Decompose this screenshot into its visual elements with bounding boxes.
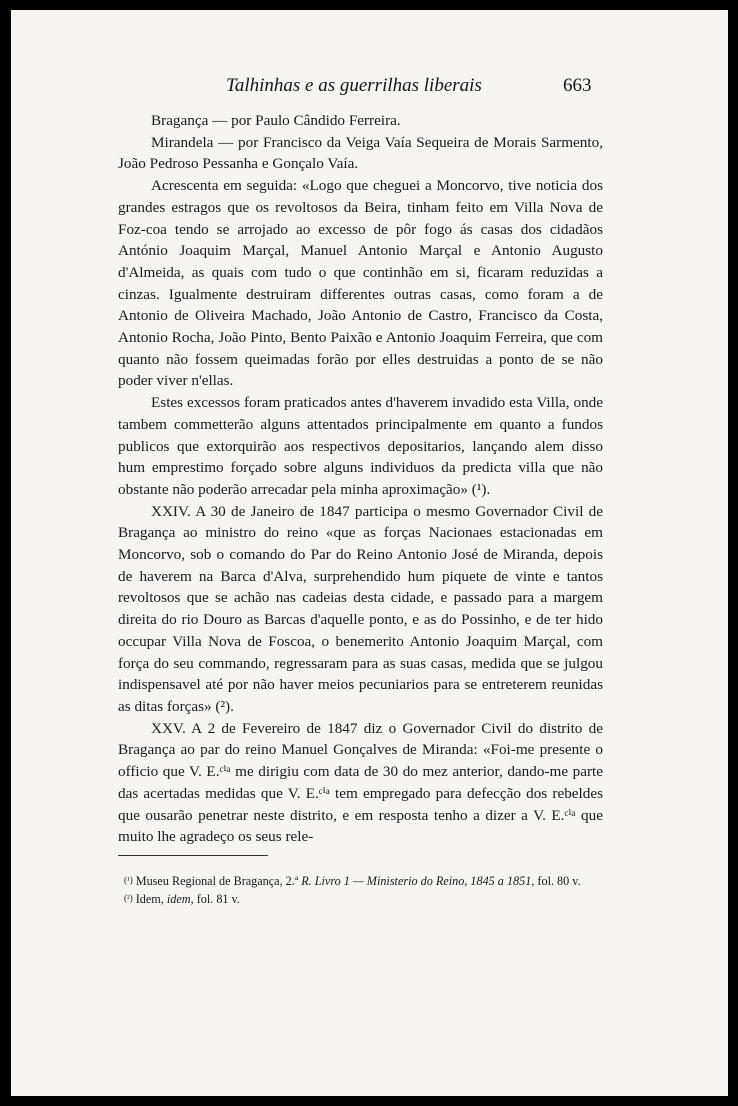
book-page <box>11 10 728 1096</box>
page-header <box>11 75 728 105</box>
footnote-divider <box>118 855 268 856</box>
footnote-source-italic: idem, <box>166 892 194 906</box>
footnote-1 <box>118 872 603 890</box>
paragraph-acrescenta: Acrescenta em seguida: «Logo que cheguei a Moncorvo, tive noticia dos grandes estragos que os revoltosos da Beira, tinham feito em Villa Nova de Foz-coa tendo se arrojado ao excesso de pôr fogo ás casas dos cidadãos António Joaquim Marçal, Manuel Antonio Marçal e Antonio Augusto d'Almeida, as quais com tudo o que continhão em si, ficaram reduzidas a cinzas. Igualmente destruiram differentes outras casas, como foram a de Antonio de Oliveira Machado, João Antonio de Castro, Francisco da Costa, Antonio Rocha, João Pinto, Bento Paixão e Antonio Joaquim Ferreira, que com quanto não fossem queimadas forão por elles destruidas a ponto de se não poder viver n'ellas. <box>118 177 603 390</box>
paragraph-mirandela: Mirandela — por Francisco da Veiga Vaía Sequeira de Morais Sarmento, João Pedroso Pessanha e Gonçalo Vaía. <box>118 133 603 173</box>
paragraph-xxiv: XXIV. A 30 de Janeiro de 1847 participa o mesmo Governador Civil de Bragança ao ministro do reino «que as forças Nacionaes estacionadas em Moncorvo, sob o comando do Par do Reino Antonio José de Miranda, depois de haverem na Barca d'Alva, surprehendido hum piquete de vinte e tantos revoltosos que se achão nas cadeias desta cidade, e passado para a margem direita do rio Douro as Barcas d'aquelle ponto, e as do Possinho, e de ter hido occupar Villa Nova de Foscoa, o benemerito Antonio Joaquim Marçal, com força do seu commando, regressaram para as suas casas, medida que se julgou indispensavel até por não haver meios pecuniarios para se entreterem reunidas as ditas forças» (²). <box>118 502 603 715</box>
paragraph-xxv: XXV. A 2 de Fevereiro de 1847 diz o Governador Civil do distrito de Bragança ao par do reino Manuel Gonçalves de Miranda: «Foi-me presente o officio que V. E.ᶜⁱᵃ me dirigiu com data de 30 do mez anterior, dando-me parte das acertadas medidas que V. E.ᶜⁱᵃ tem empregado para defecção dos rebeldes que ousarão penetrar neste distrito, e em resposta tenho a dizer a V. E.ᶜⁱᵃ que muito lhe agradeço os seus rele- <box>118 719 603 846</box>
footnote-2 <box>118 890 603 908</box>
page-number: 663 <box>563 75 592 96</box>
footnote-marker: (²) <box>124 893 133 903</box>
footnote-folio: fol. 81 v. <box>193 892 240 906</box>
paragraph-excessos: Estes excessos foram praticados antes d'haverem invadido esta Villa, onde tambem commetterão alguns attentados principalmente em quanto a fundos publicos que extorquirão aos respectivos depositarios, lançando alem disso hum emprestimo forçado sobre alguns individuos da predicta villa que não obstante não poderão arrecadar pela minha aproximação» (¹). <box>118 394 603 498</box>
footnote-marker: (¹) <box>124 875 133 885</box>
body-text <box>118 110 603 848</box>
running-title: Talhinhas e as guerrilhas liberais <box>226 75 482 96</box>
paragraph-braganca: Bragança — por Paulo Cândido Ferreira. <box>151 112 401 129</box>
footnote-source-italic: R. Livro 1 — Ministerio do Reino, 1845 a 1851, <box>301 874 535 888</box>
footnote-text: Idem, <box>135 892 167 906</box>
footnote-text: Museu Regional de Bragança, 2.ª <box>135 874 302 888</box>
footnotes <box>118 872 603 908</box>
footnote-folio: fol. 80 v. <box>534 874 581 888</box>
